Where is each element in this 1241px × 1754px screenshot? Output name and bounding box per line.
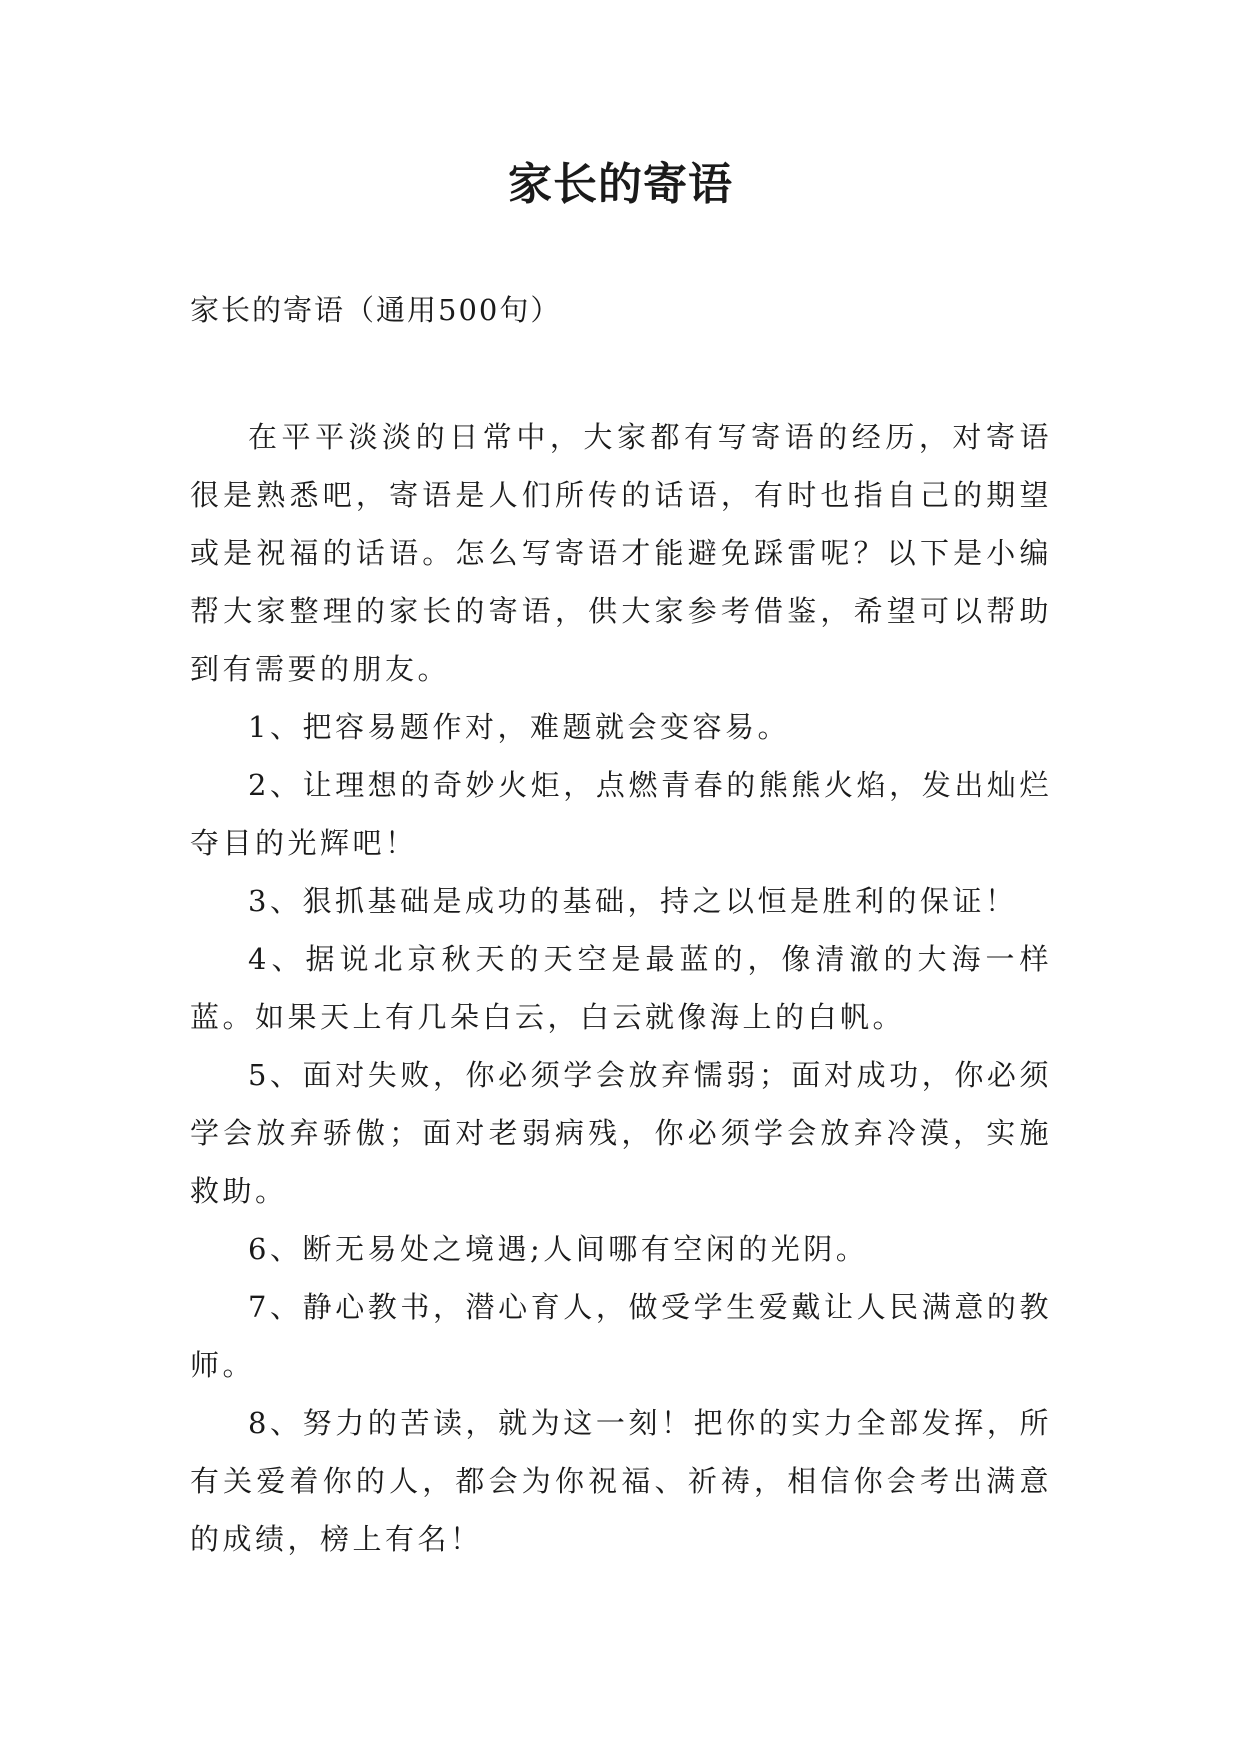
intro-paragraph: 在平平淡淡的日常中，大家都有写寄语的经历，对寄语很是熟悉吧，寄语是人们所传的话语，有时也指自己的期望或是祝福的话语。怎么写寄语才能避免踩雷呢？以下是小编帮大家整理的家长的寄语，供大家参考借鉴，希望可以帮助到有需要的朋友。 xyxy=(190,420,1052,686)
list-item: 7、静心教书，潜心育人，做受学生爱戴让人民满意的教师。 xyxy=(190,1290,1052,1382)
list-item: 4、据说北京秋天的天空是最蓝的，像清澈的大海一样蓝。如果天上有几朵白云，白云就像海上的白帆。 xyxy=(190,942,1052,1034)
list-item: 8、努力的苦读，就为这一刻！把你的实力全部发挥，所有关爱着你的人，都会为你祝福、祈祷，相信你会考出满意的成绩，榜上有名！ xyxy=(190,1406,1052,1556)
list-item: 5、面对失败，你必须学会放弃懦弱；面对成功，你必须学会放弃骄傲；面对老弱病残，你必须学会放弃冷漠，实施救助。 xyxy=(190,1058,1052,1208)
document-subtitle: 家长的寄语（通用500句） xyxy=(190,293,562,327)
document-body xyxy=(190,408,1052,1568)
list-item: 6、断无易处之境遇;人间哪有空闲的光阴。 xyxy=(248,1232,869,1266)
document-title: 家长的寄语 xyxy=(508,159,733,210)
list-item: 1、把容易题作对，难题就会变容易。 xyxy=(248,710,790,744)
list-item: 3、狠抓基础是成功的基础，持之以恒是胜利的保证！ xyxy=(248,884,1018,918)
list-item: 2、让理想的奇妙火炬，点燃青春的熊熊火焰，发出灿烂夺目的光辉吧！ xyxy=(190,768,1052,860)
